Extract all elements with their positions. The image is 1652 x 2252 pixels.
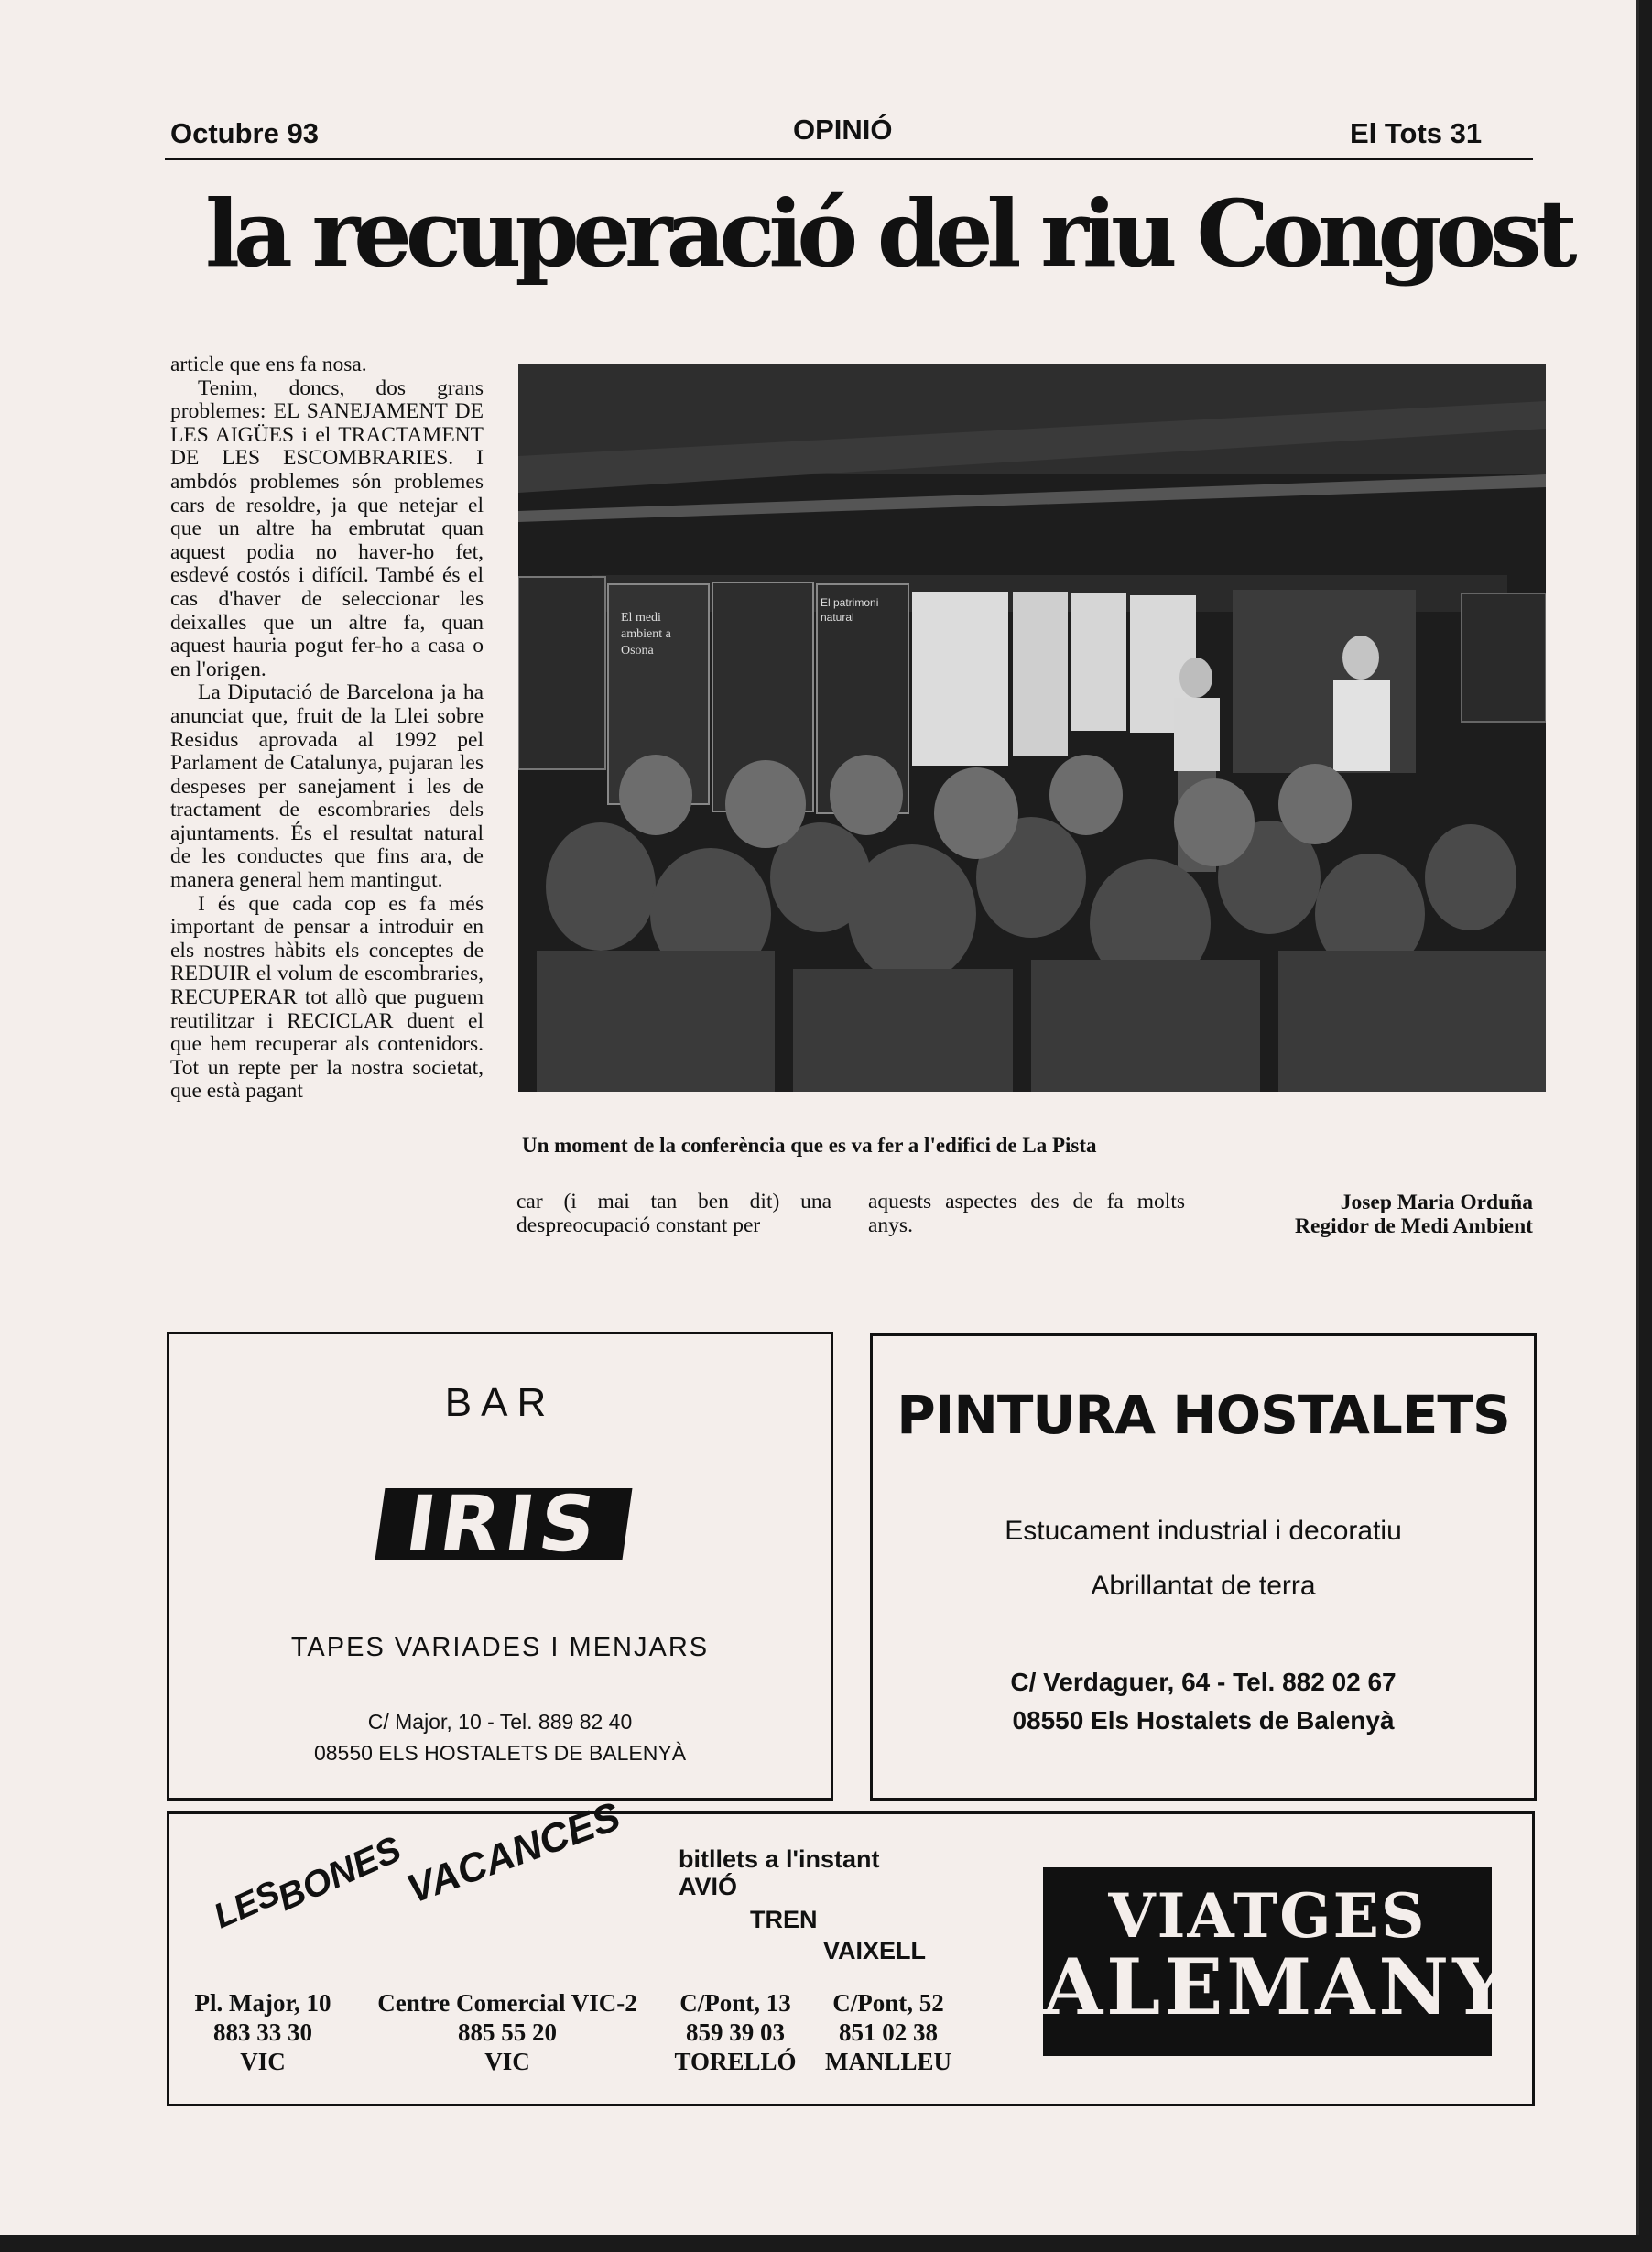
svg-text:El patrimoni: El patrimoni [821, 596, 879, 609]
pintura-city: 08550 Els Hostalets de Balenyà [1012, 1706, 1395, 1735]
svg-text:natural: natural [821, 611, 854, 624]
office-manlleu [810, 1988, 966, 2076]
ad-bar-iris [167, 1332, 833, 1801]
office-town: MANLLEU [824, 2048, 951, 2075]
tickets-title: bitllets a l'instant [679, 1845, 880, 1873]
pintura-name: PINTURA HOSTALETS [897, 1384, 1510, 1446]
office-address: Pl. Major, 10 [194, 1989, 331, 2017]
article-column-3 [868, 1191, 1185, 1237]
paragraph: I és que cada cop es fa més important de pensar a introduir en els nostres hàbits els conceptes de REDUIR el volum de escombraries, RECUPERAR tot allò que puguem reutilitzar i RECICLAR duent el que hem recuperar als contenidors. Tot un repte per la nostra societat, que està pagant [170, 891, 484, 1104]
svg-text:ambient a: ambient a [621, 627, 671, 641]
author-role: Regidor de Medi Ambient [1294, 1214, 1533, 1238]
office-town: VIC [240, 2048, 286, 2075]
office-phone: 851 02 38 [839, 2018, 938, 2046]
paragraph: aquests aspectes des de fa molts anys. [868, 1190, 1185, 1237]
iris-city: 08550 ELS HOSTALETS DE BALENYÀ [313, 1741, 687, 1765]
pintura-address: C/ Verdaguer, 64 - Tel. 882 02 67 [1010, 1668, 1397, 1696]
photo-illustration [518, 364, 1546, 1092]
header-rule [165, 158, 1533, 160]
office-town: TORELLÓ [674, 2048, 797, 2075]
article-column-1 [170, 354, 484, 1104]
viatges-alemany-logo [1043, 1867, 1512, 2056]
office-phone: 883 33 30 [213, 2018, 312, 2046]
svg-text:Osona: Osona [621, 644, 654, 658]
ticket-vaixell: VAIXELL [823, 1937, 927, 1964]
logo-line-2: ALEMANY [1043, 1942, 1512, 2032]
conference-photo [518, 364, 1546, 1092]
paragraph: La Diputació de Barcelona ja ha anunciat que, fruit de la Llei sobre Residus aprovada al 1992 pel Parlament de Catalunya, pujaran les despeses per sanejament i les de tractament de escombraries dels ajuntaments. És el resultat natural de les conductes que fins ara, de manera general hem mantingut. [170, 680, 484, 893]
iris-logo-text: IRIS [400, 1479, 607, 1569]
ticket-avio: AVIÓ [679, 1873, 738, 1900]
pintura-line-1: Estucament industrial i decoratiu [1005, 1516, 1402, 1546]
pintura-line-2: Abrillantat de terra [1091, 1571, 1316, 1601]
office-address: C/Pont, 52 [832, 1989, 944, 2017]
iris-tagline: TAPES VARIADES I MENJARS [290, 1633, 710, 1662]
slogan-bones: BONES [271, 1829, 408, 1920]
paragraph: Tenim, doncs, dos grans problemes: EL SANEJAMENT DE LES AIGÜES i el TRACTAMENT DE LES ESCOMBRARIES. I ambdós problemes són problemes cars de resoldre, ja que netejar el que un altre ha embrutat quan aquest podia no haver-ho fet, esdevé costós i difícil. També és el cas d'haver de seleccionar les deixalles que un altre fa, quan aquest hauria pogut fer-ho a casa o en l'origen. [170, 375, 484, 681]
photo-caption: Un moment de la conferència que es va fer a l'edifici de La Pista [522, 1134, 1097, 1157]
panel-label: El medi [621, 611, 661, 625]
article-title: la recuperació del riu Congost [205, 180, 1571, 288]
ad-pintura-hostalets [870, 1333, 1537, 1801]
section-name: OPINIÓ [793, 114, 893, 146]
office-phone: 859 39 03 [686, 2018, 785, 2046]
author-name: Josep Maria Orduña [1340, 1191, 1533, 1214]
iris-logo [375, 1479, 633, 1569]
slogan-les: LES [208, 1873, 287, 1937]
office-torello [662, 1988, 809, 2076]
office-address: Centre Comercial VIC-2 [377, 1989, 637, 2017]
office-phone: 885 55 20 [458, 2018, 557, 2046]
office-town: VIC [484, 2048, 530, 2075]
issue-date: Octubre 93 [170, 117, 319, 149]
article-column-2 [516, 1191, 831, 1237]
page-number: El Tots 31 [1350, 117, 1483, 149]
office-vic-1 [171, 1988, 354, 2076]
ad-bar-label: BAR [444, 1380, 556, 1425]
author-signature [1227, 1191, 1533, 1238]
iris-address: C/ Major, 10 - Tel. 889 82 40 [367, 1710, 633, 1734]
office-address: C/Pont, 13 [679, 1989, 791, 2017]
ticket-tren: TREN [750, 1906, 818, 1933]
paragraph: car (i mai tan ben dit) una despreocupació constant per [516, 1190, 831, 1237]
paragraph: article que ens fa nosa. [170, 353, 367, 376]
logo-line-1: VIATGES [1108, 1880, 1427, 1952]
office-vic-2 [356, 1988, 658, 2076]
ad-viatges-alemany [167, 1793, 1535, 2106]
slogan-vacances: VACANCES [400, 1793, 626, 1913]
